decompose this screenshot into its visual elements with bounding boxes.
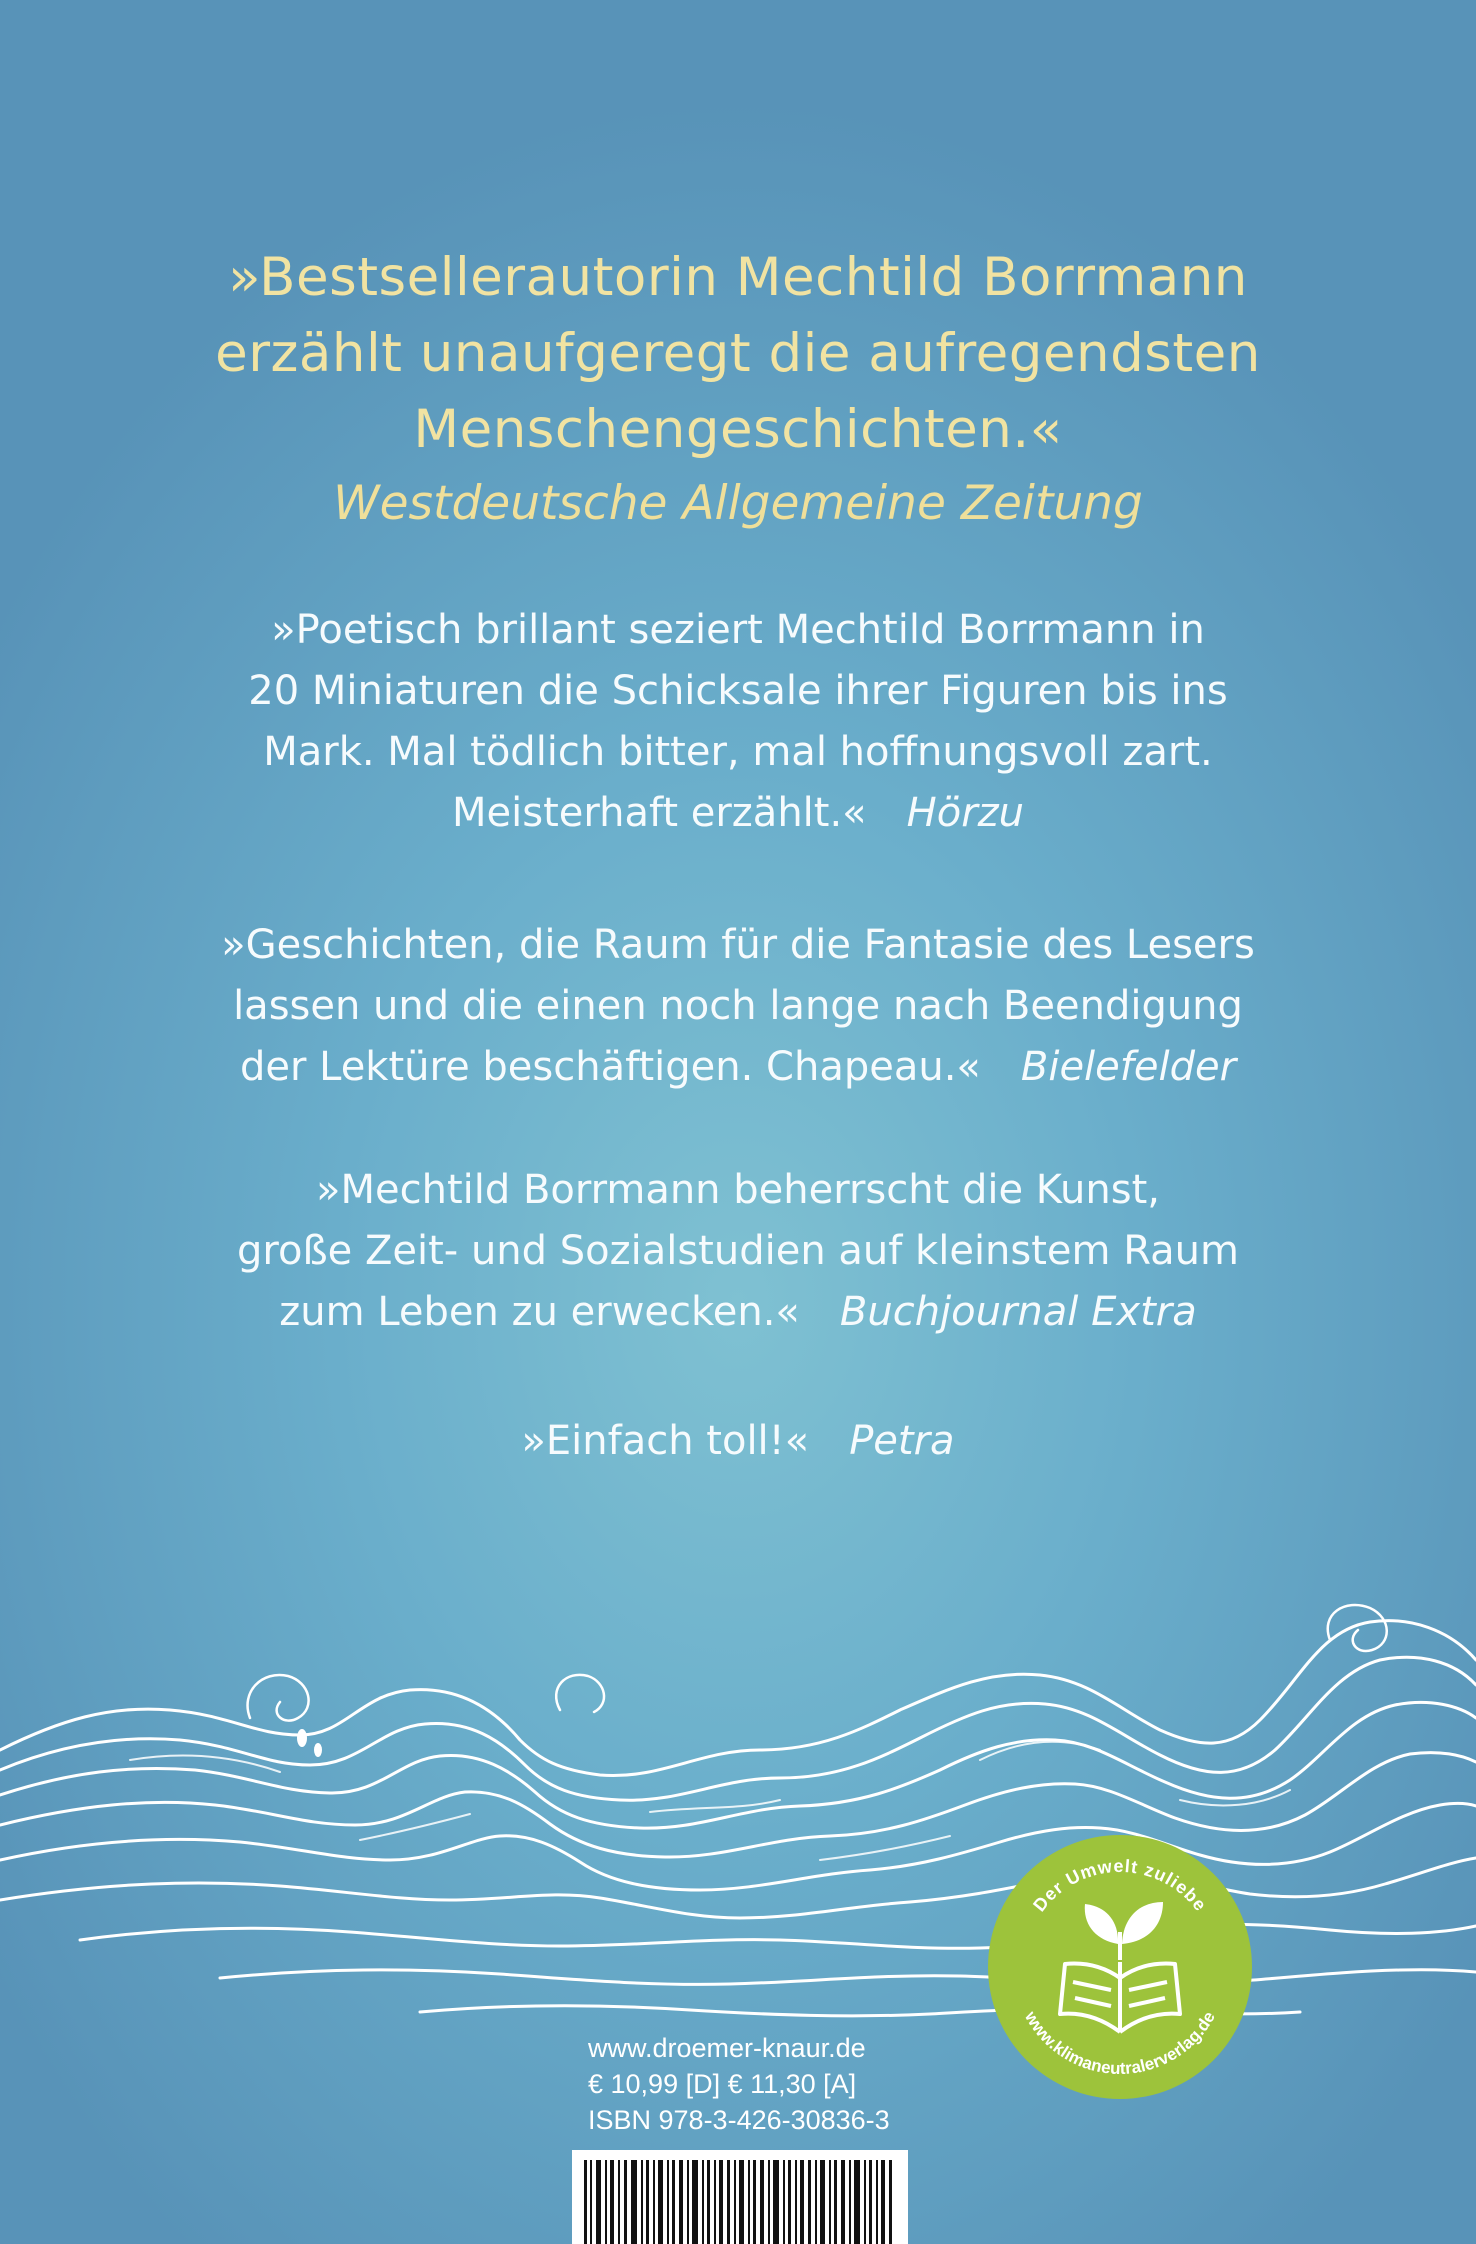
badge-top-text: Der Umwelt zuliebe [1029, 1855, 1211, 1916]
quote-text: der Lektüre beschäftigen. Chapeau.« [239, 1044, 981, 1090]
lead-quote-line: »Bestsellerautorin Mechtild Borrmann [228, 247, 1248, 308]
climate-neutral-badge [985, 1832, 1255, 2102]
quote-last-line [0, 1411, 1476, 1472]
lead-quote-source: Westdeutsche Allgemeine Zeitung [333, 476, 1143, 531]
quote-last-line [0, 783, 1476, 844]
lead-quote [0, 240, 1476, 540]
quote-source: Buchjournal Extra [839, 1289, 1197, 1335]
quote-source: Hörzu [906, 790, 1024, 836]
review-quote-petra [0, 1411, 1476, 1472]
quote-line: »Mechtild Borrmann beherrscht die Kunst, [316, 1167, 1160, 1213]
quote-text: »Einfach toll!« [521, 1418, 810, 1464]
quote-line: »Poetisch brillant seziert Mechtild Borrmann in [271, 607, 1205, 653]
review-quote-buchjournal [0, 1160, 1476, 1343]
quote-line: große Zeit- und Sozialstudien auf kleinstem Raum [237, 1228, 1239, 1274]
quote-last-line [0, 1282, 1476, 1343]
review-quote-bielefelder [0, 915, 1476, 1098]
barcode [572, 2150, 908, 2244]
quote-source: Petra [849, 1418, 955, 1464]
quote-line: 20 Miniaturen die Schicksale ihrer Figuren bis ins [248, 668, 1228, 714]
review-quote-hoerzu [0, 600, 1476, 844]
publisher-website: www.droemer-knaur.de [588, 2033, 866, 2063]
lead-quote-line: erzählt unaufgeregt die aufregendsten [215, 323, 1261, 384]
quote-last-line [0, 1037, 1476, 1098]
badge-bottom-text: www.klimaneutralerverlag.de [1021, 2008, 1219, 2079]
quote-text: Meisterhaft erzählt.« [452, 790, 867, 836]
imprint-block [588, 2030, 928, 2138]
quote-line: »Geschichten, die Raum für die Fantasie des Lesers [221, 922, 1255, 968]
lead-quote-line: Menschengeschichten.« [413, 399, 1063, 460]
price-info: € 10,99 [D] € 11,30 [A] [588, 2069, 857, 2099]
quote-text: zum Leben zu erwecken.« [279, 1289, 800, 1335]
quote-line: Mark. Mal tödlich bitter, mal hoffnungsvoll zart. [263, 729, 1213, 775]
quote-line: lassen und die einen noch lange nach Beendigung [233, 983, 1243, 1029]
isbn-number: ISBN 978-3-426-30836-3 [588, 2105, 890, 2135]
quote-source: Bielefelder [1020, 1044, 1237, 1090]
